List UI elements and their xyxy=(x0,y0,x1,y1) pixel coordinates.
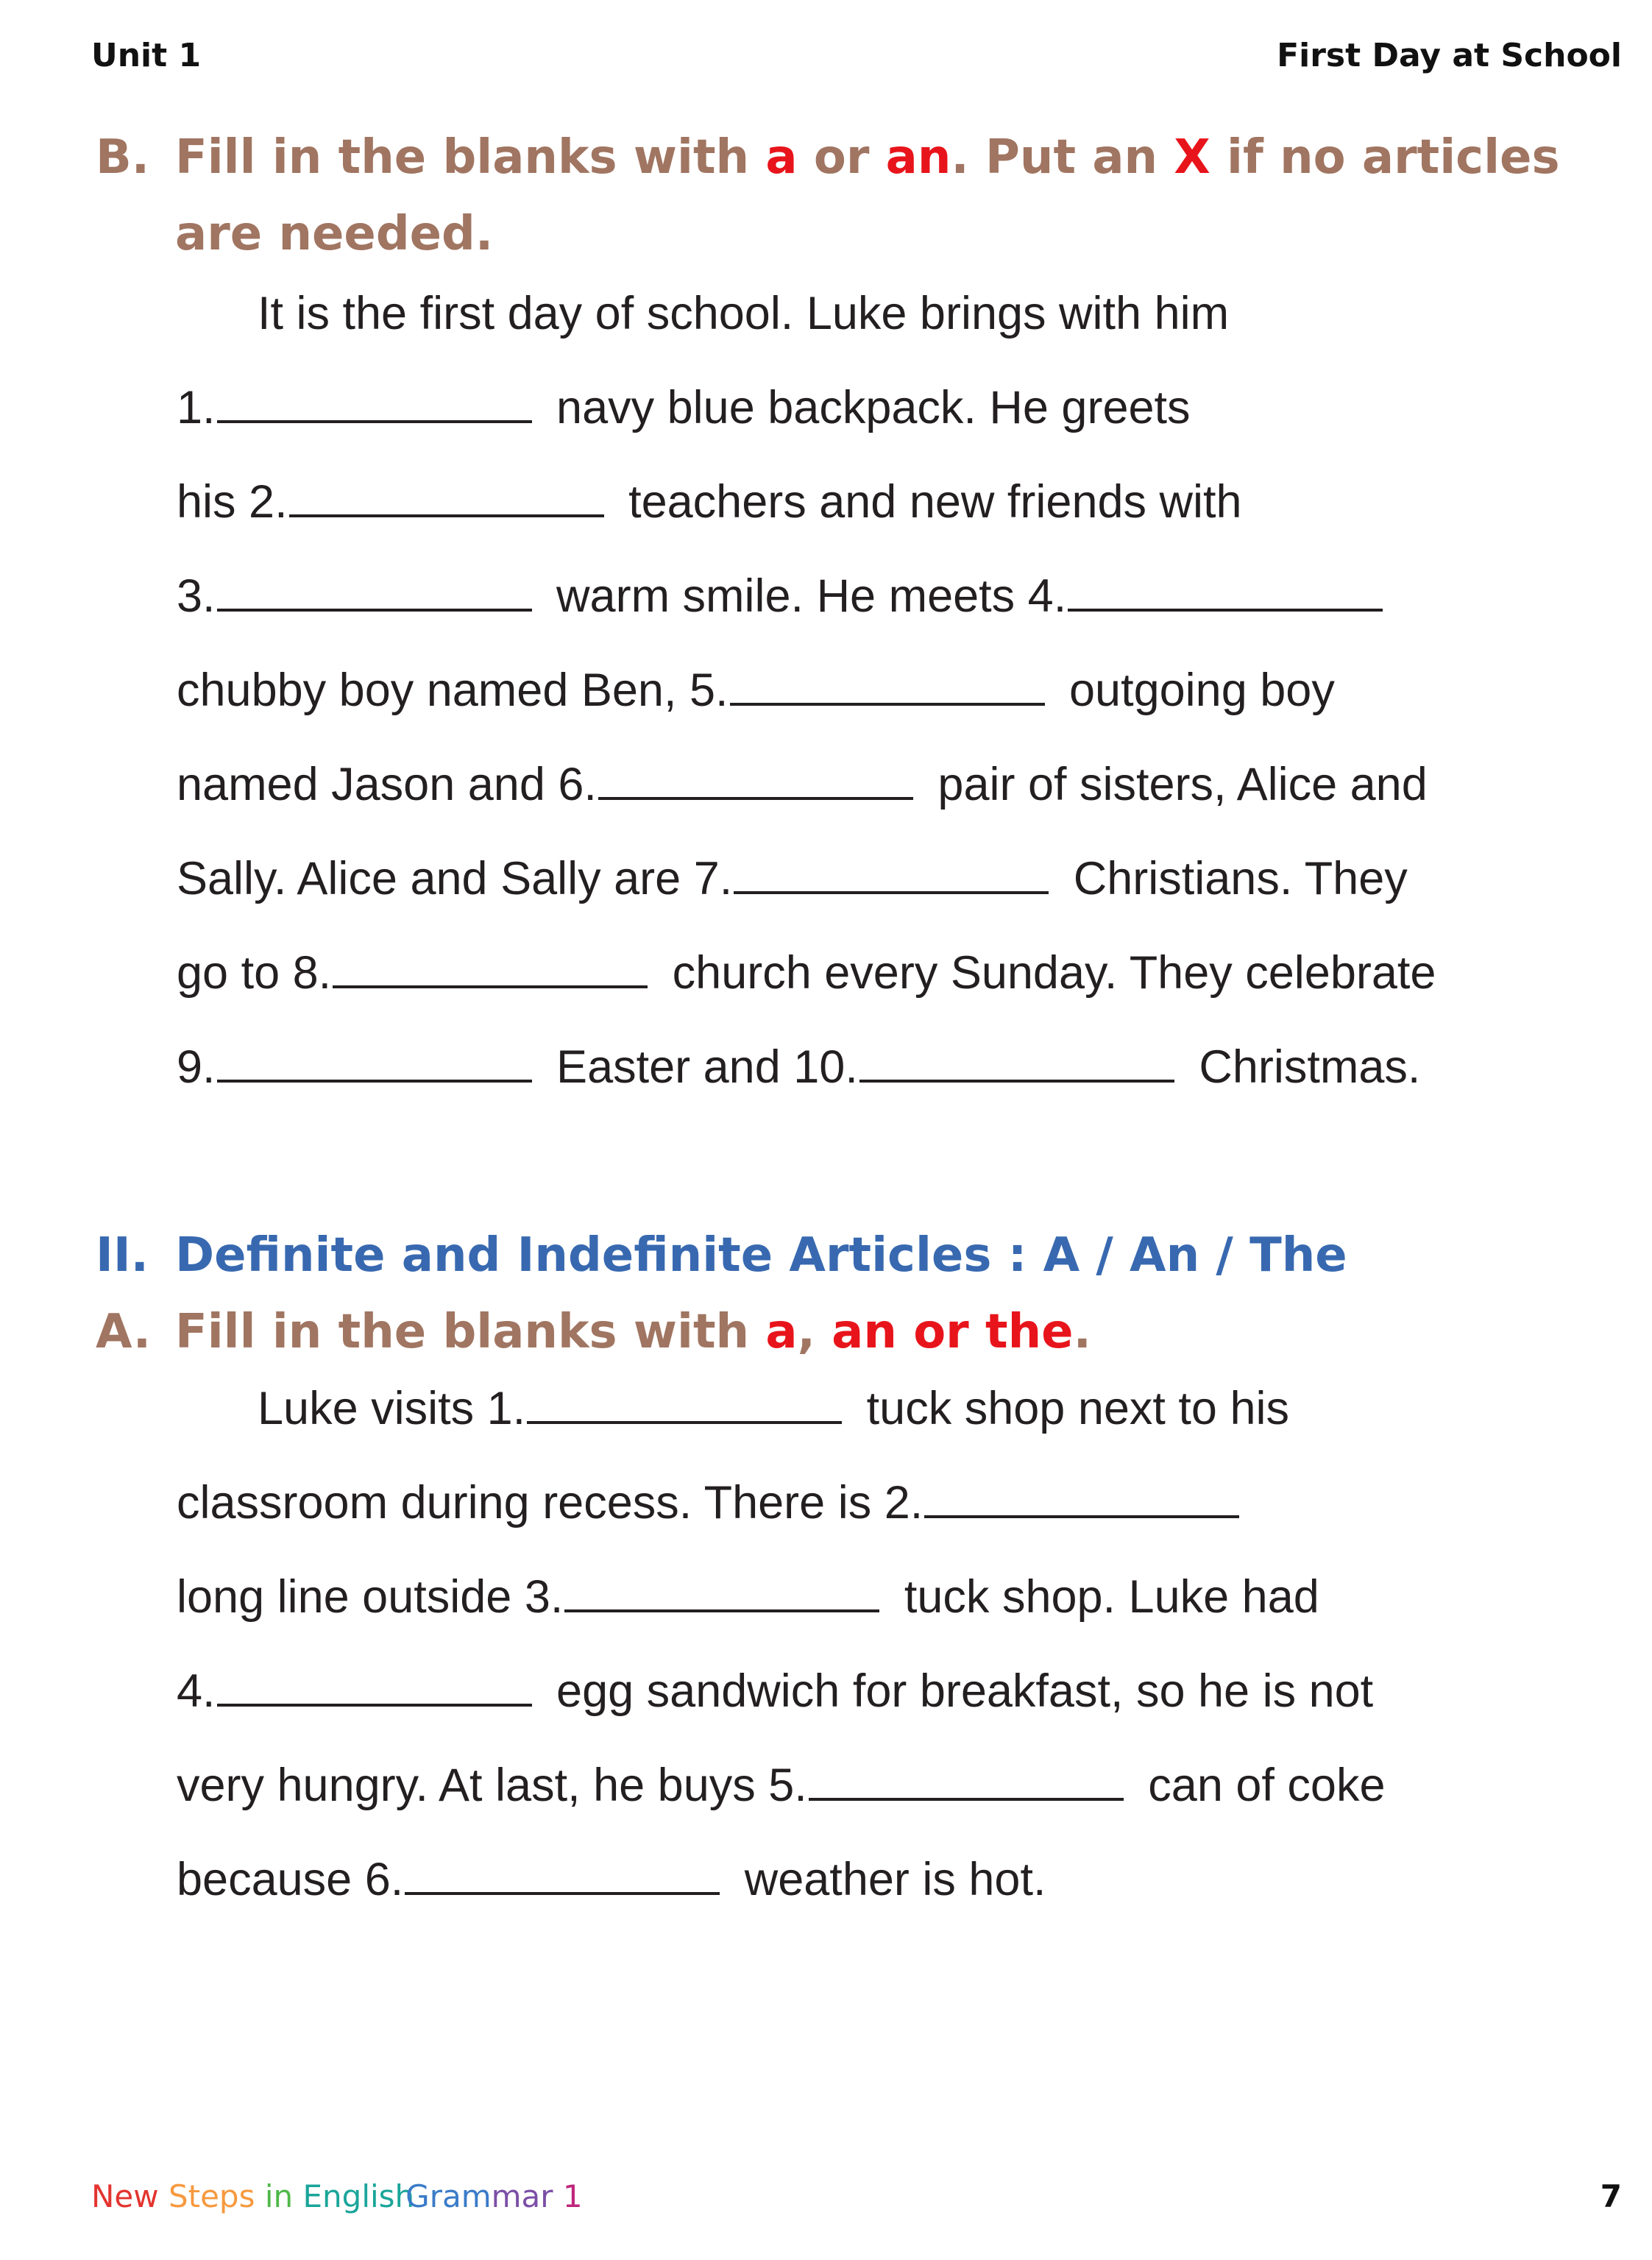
text: Easter and 10. xyxy=(543,1041,858,1093)
section-b-heading xyxy=(96,119,1560,272)
text: can of coke xyxy=(1135,1760,1386,1811)
text: Christians. They xyxy=(1060,853,1408,904)
paragraph-line xyxy=(177,1665,1373,1724)
text: because 6. xyxy=(177,1854,404,1905)
instruction-highlight: a xyxy=(765,1305,798,1359)
paragraph-line xyxy=(177,852,1408,911)
paragraph-line xyxy=(177,570,1394,628)
text: 3. xyxy=(177,570,216,622)
unit-title: First Day at School xyxy=(1277,37,1622,74)
blank-b1[interactable] xyxy=(217,382,532,423)
brand-word: New xyxy=(91,2178,159,2214)
brand-word: in xyxy=(264,2178,294,2214)
paragraph-line xyxy=(177,475,1242,534)
page-header xyxy=(91,37,1622,81)
brand-word: Steps xyxy=(168,2178,255,2214)
blank-b6[interactable] xyxy=(598,759,913,800)
paragraph-line xyxy=(177,1853,1046,1912)
blank-b2[interactable] xyxy=(289,476,604,517)
text: 1. xyxy=(177,382,216,433)
paragraph-line xyxy=(258,1382,1289,1441)
instruction-text: . xyxy=(1073,1305,1091,1359)
brand-word: Gram xyxy=(405,2178,492,2214)
paragraph-line xyxy=(177,1476,1251,1535)
blank-a4[interactable] xyxy=(217,1665,532,1707)
blank-b4[interactable] xyxy=(1068,570,1383,612)
section-b-number: B. xyxy=(96,130,150,185)
book-brand xyxy=(91,2178,583,2214)
text: Sally. Alice and Sally are 7. xyxy=(177,853,733,904)
section-ii-heading xyxy=(96,1217,1347,1294)
brand-word: 1 xyxy=(562,2178,583,2214)
text: very hungry. At last, he buys 5. xyxy=(177,1760,807,1811)
instruction-highlight: X xyxy=(1174,130,1210,185)
page-footer xyxy=(91,2178,1622,2222)
blank-b9[interactable] xyxy=(217,1041,532,1083)
paragraph-line xyxy=(177,1041,1420,1099)
text: pair of sisters, Alice and xyxy=(924,759,1428,810)
instruction-highlight: an xyxy=(885,130,951,185)
text: Christmas. xyxy=(1185,1041,1421,1093)
text: teachers and new friends with xyxy=(615,476,1242,528)
blank-b7[interactable] xyxy=(734,853,1049,894)
text: tuck shop next to his xyxy=(854,1383,1289,1434)
blank-b5[interactable] xyxy=(730,665,1045,706)
paragraph-line xyxy=(177,946,1436,1005)
instruction-text: if no articles xyxy=(1210,130,1560,185)
section-ii-title: Definite and Indefinite Articles : A / An / The xyxy=(175,1228,1347,1283)
text: navy blue backpack. He greets xyxy=(543,382,1191,433)
blank-a5[interactable] xyxy=(809,1760,1124,1801)
blank-b8[interactable] xyxy=(333,947,648,988)
text: tuck shop. Luke had xyxy=(891,1571,1319,1623)
unit-label: Unit 1 xyxy=(91,37,202,74)
paragraph-line xyxy=(177,381,1191,440)
instruction-text: . Put an xyxy=(951,130,1174,185)
text: church every Sunday. They celebrate xyxy=(659,947,1436,999)
paragraph-line xyxy=(177,664,1335,723)
text: 4. xyxy=(177,1665,216,1717)
instruction-highlight: an or the xyxy=(832,1305,1074,1359)
section-ii-number: II. xyxy=(96,1228,149,1283)
text: warm smile. He meets 4. xyxy=(543,570,1067,622)
instruction-highlight: a xyxy=(765,130,798,185)
instruction-text: Fill in the blanks with xyxy=(175,130,766,185)
blank-a6[interactable] xyxy=(405,1854,720,1895)
text: egg sandwich for breakfast, so he is not xyxy=(543,1665,1374,1717)
instruction-text: Fill in the blanks with xyxy=(175,1305,766,1359)
blank-b10[interactable] xyxy=(859,1041,1174,1083)
brand-word: mar xyxy=(491,2178,553,2214)
text: chubby boy named Ben, 5. xyxy=(177,665,728,716)
brand-word: English xyxy=(302,2178,415,2214)
instruction-text: , xyxy=(797,1305,832,1359)
instruction-text: or xyxy=(797,130,886,185)
blank-a3[interactable] xyxy=(564,1571,879,1612)
text: It is the first day of school. Luke brings with him xyxy=(258,288,1230,339)
text: his 2. xyxy=(177,476,288,528)
page-number: 7 xyxy=(1600,2178,1622,2214)
text: weather is hot. xyxy=(731,1854,1046,1905)
paragraph-line xyxy=(177,1570,1319,1629)
instruction-text: are needed. xyxy=(175,207,494,261)
blank-a1[interactable] xyxy=(527,1383,842,1424)
section-a-number: A. xyxy=(96,1305,152,1359)
paragraph-line xyxy=(177,758,1428,817)
text: named Jason and 6. xyxy=(177,759,597,810)
paragraph-line xyxy=(258,287,1229,346)
text: Luke visits 1. xyxy=(258,1383,526,1434)
text: go to 8. xyxy=(177,947,332,999)
blank-a2[interactable] xyxy=(924,1477,1239,1518)
text: outgoing boy xyxy=(1056,665,1335,716)
text: classroom during recess. There is 2. xyxy=(177,1477,924,1528)
blank-b3[interactable] xyxy=(217,570,532,612)
paragraph-line xyxy=(177,1759,1385,1818)
section-a-heading xyxy=(96,1294,1091,1370)
text: 9. xyxy=(177,1041,216,1093)
text: long line outside 3. xyxy=(177,1571,564,1623)
